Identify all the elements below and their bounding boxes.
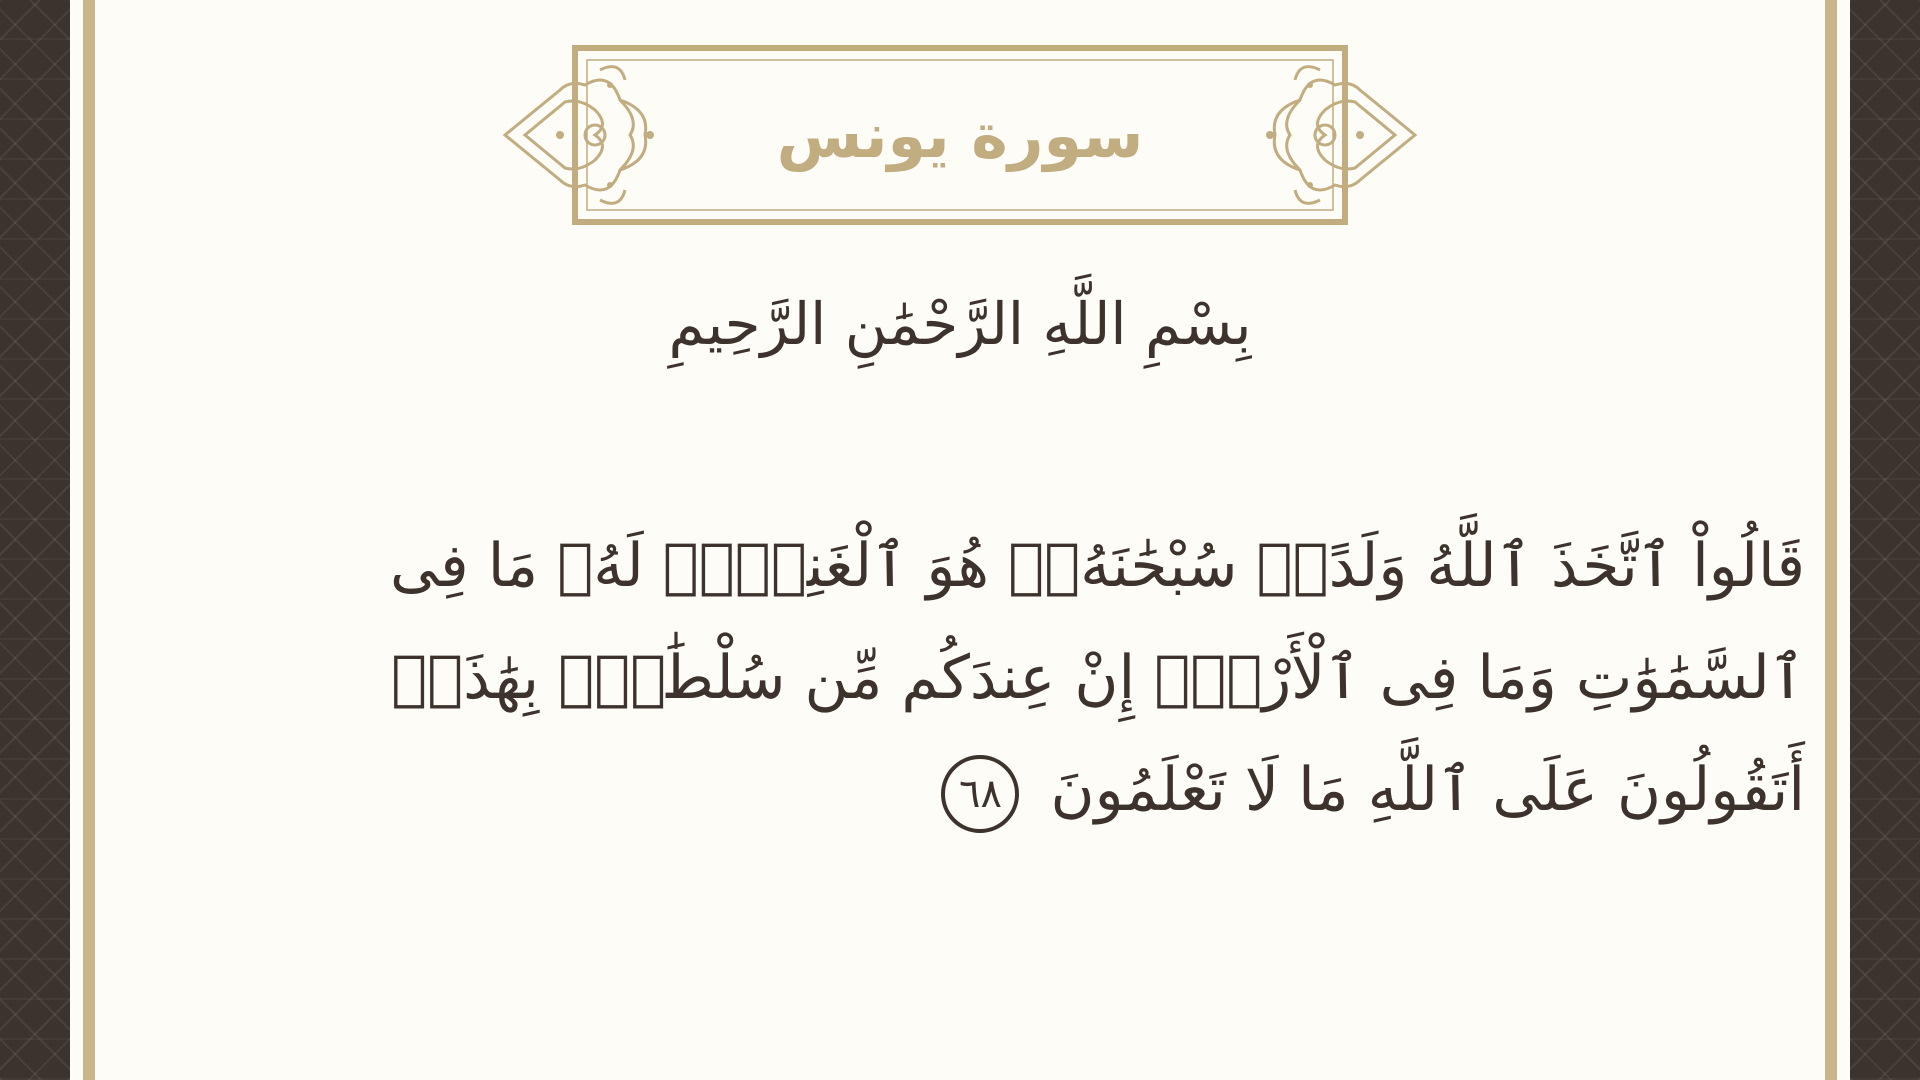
ayah-number-marker: ٦٨ <box>941 755 1019 833</box>
surah-title-frame <box>500 40 1420 230</box>
surah-title: سورة يونس <box>776 98 1144 172</box>
left-gold-rule <box>83 0 95 1080</box>
right-gold-rule <box>1825 0 1837 1080</box>
right-ornamental-border <box>1850 0 1920 1080</box>
verse-text: قَالُواْ ٱتَّخَذَ ٱللَّهُ وَلَدًاۗ سُبْحَٰنَهُۥۖ هُوَ ٱلْغَنِىُّۖ لَهُۥ مَا فِى ٱلسَّمَٰوَٰتِ وَمَا فِى ٱلْأَرْضِۚ إِنْ عِندَكُم مِّن سُلْطَٰنٍۭ بِهَٰذَآۚ أَتَقُولُونَ عَلَى ٱللَّهِ مَا لَا تَعْلَمُونَ <box>390 531 1805 825</box>
left-ornamental-border <box>0 0 70 1080</box>
verse-block <box>250 510 1805 846</box>
basmala: بِسْمِ اللَّهِ الرَّحْمَٰنِ الرَّحِيمِ <box>668 290 1252 358</box>
